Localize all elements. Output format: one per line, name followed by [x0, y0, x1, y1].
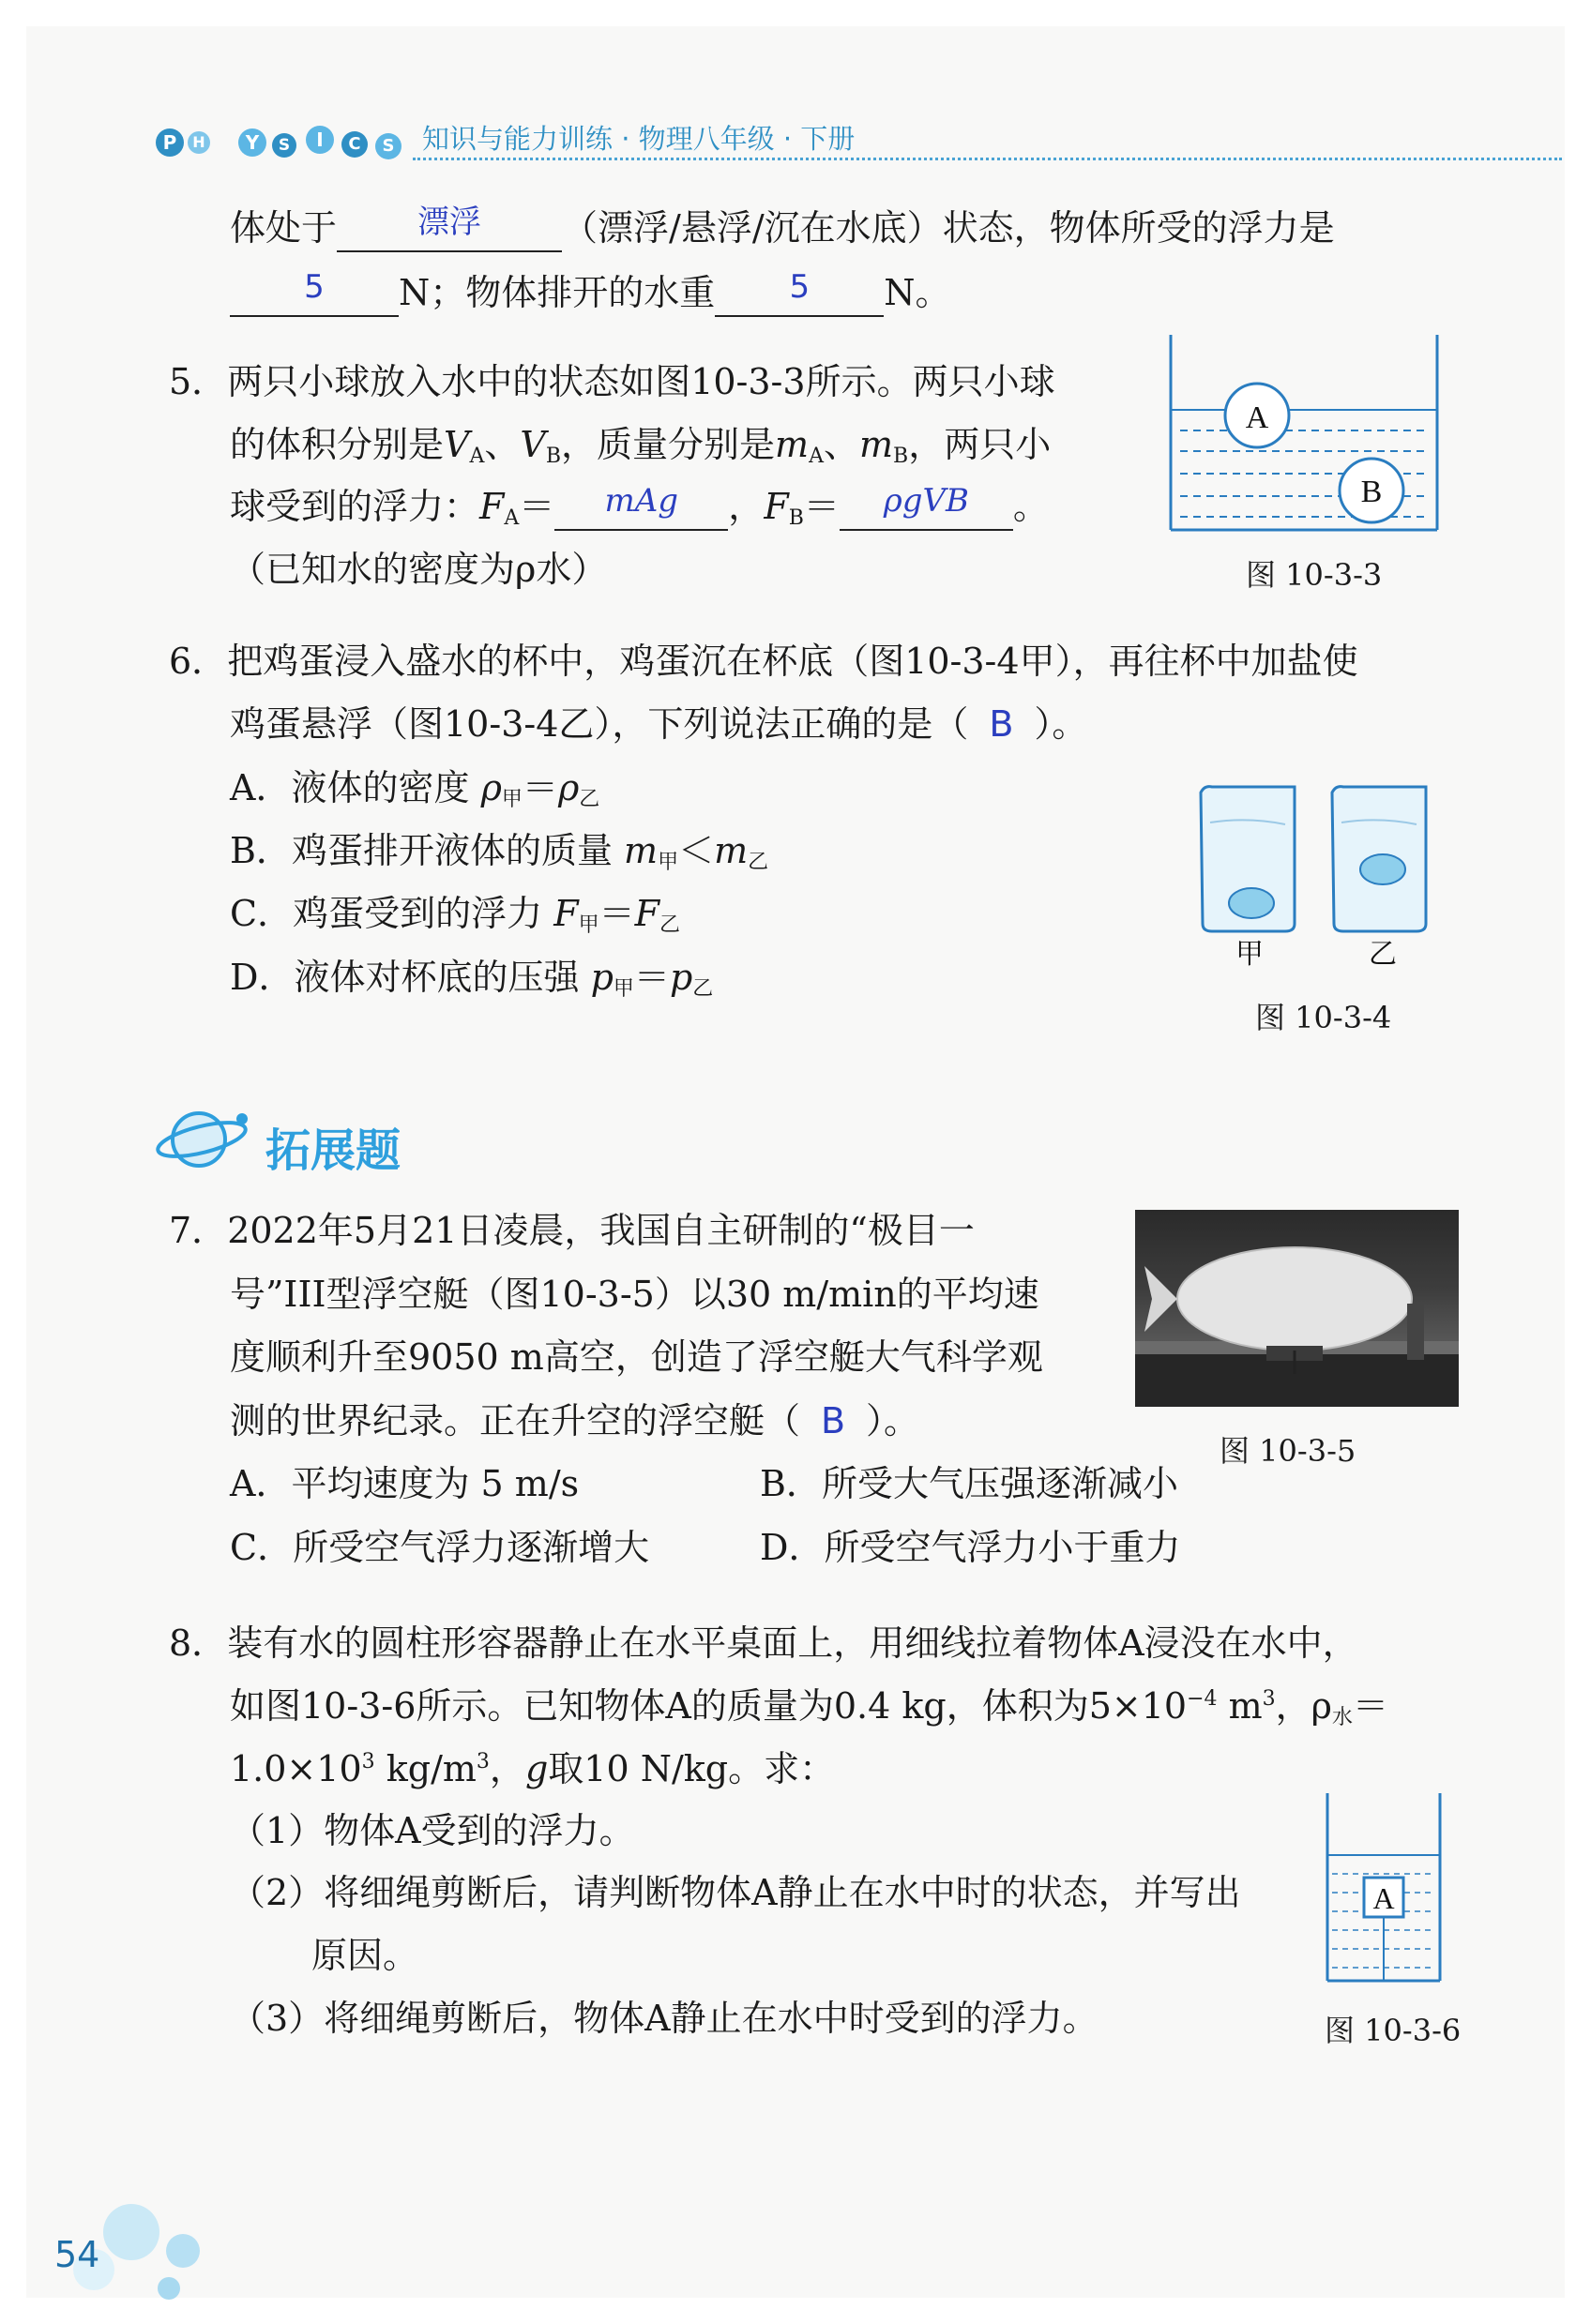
- figure-10-3-3: [1163, 333, 1445, 535]
- q8-sub3: （3）将细绳剪断后，物体A静止在水中时受到的浮力。: [230, 1998, 1099, 2039]
- q8-sub2-line2: 原因。: [311, 1935, 419, 1976]
- q6-answer: B: [989, 703, 1014, 745]
- q7-line2: 号”III型浮空艇（图10-3-5）以30 m/min的平均速: [230, 1274, 1039, 1315]
- planet-icon: [150, 1102, 263, 1177]
- q4-line1: 体处于 漂浮 （漂浮/悬浮/沉在水底）状态，物体所受的浮力是: [230, 207, 1335, 252]
- q7-option-d: D．所受空气浮力小于重力: [760, 1527, 1181, 1568]
- q6-option-c: C．鸡蛋受到的浮力 $F_甲=F_乙$: [230, 893, 680, 937]
- q8-sub1: （1）物体A受到的浮力。: [230, 1810, 635, 1851]
- logo-letter: P: [156, 128, 184, 157]
- figure-10-3-4: [1191, 783, 1445, 971]
- cup-label-jia: 甲: [1235, 938, 1264, 971]
- figure-caption: 图 10-3-3: [1246, 557, 1383, 593]
- cup-label-yi: 乙: [1369, 938, 1397, 971]
- figure-caption: 图 10-3-5: [1220, 1433, 1356, 1469]
- q7-option-a: A．平均速度为 5 m/s: [230, 1463, 580, 1504]
- airship-illustration: [1135, 1210, 1459, 1407]
- q7-line1: 7．2022年5月21日凌晨，我国自主研制的“极目一: [169, 1210, 975, 1251]
- q8-line1: 8．装有水的圆柱形容器静止在水平桌面上，用细线拉着物体A浸没在水中，: [169, 1622, 1358, 1664]
- q5-line1: 5．两只小球放入水中的状态如图10-3-3所示。两只小球: [169, 361, 1055, 402]
- header-title: 知识与能力训练 · 物理八年级 · 下册: [422, 123, 856, 155]
- logo-letter: S: [375, 133, 402, 159]
- ball-a-label: A: [1245, 400, 1269, 435]
- q4-answer-weight: 5: [789, 268, 811, 306]
- page-number: 54: [54, 2234, 100, 2275]
- q7-answer: B: [820, 1400, 846, 1441]
- q5-answer-fb: ρgVB: [883, 482, 970, 520]
- q7-line3: 度顺利升至9050 m高空，创造了浮空艇大气科学观: [230, 1336, 1043, 1378]
- egg-sunk: [1229, 888, 1274, 918]
- q5-line3: 球受到的浮力：$F_A=$ mAg ，$F_B= \rho gVB$ 。: [230, 482, 1049, 530]
- egg-suspended: [1360, 854, 1405, 884]
- q7-option-c: C．所受空气浮力逐渐增大: [230, 1527, 650, 1568]
- block-a-label: A: [1372, 1881, 1395, 1915]
- figure-10-3-6: [1323, 1791, 1445, 1984]
- logo-letter: S: [272, 133, 296, 158]
- q7-line4: 测的世界纪录。正在升空的浮空艇（ B ）。: [230, 1400, 920, 1441]
- q7-option-b: B．所受大气压强逐渐减小: [760, 1463, 1178, 1504]
- q6-option-d: D．液体对杯底的压强 $p_甲=p_乙$: [230, 957, 714, 1001]
- q6-option-a: A．液体的密度 $\rho_甲=\rho_乙$: [230, 767, 600, 811]
- q5-answer-fa: mAg: [604, 482, 679, 520]
- logo-letter: Y: [238, 128, 266, 157]
- section-title: 拓展题: [265, 1124, 402, 1177]
- airship-photo: [1135, 1210, 1459, 1407]
- q5-line2: 的体积分别是$V_A$、$V_B$，质量分别是$m_A$、$m_B$，两只小: [230, 424, 1052, 468]
- cup-yi: [1332, 787, 1426, 931]
- cup-jia: [1201, 787, 1295, 931]
- q4-answer-state: 漂浮: [417, 204, 482, 241]
- logo-letter: I: [306, 126, 334, 154]
- q6-line1: 6．把鸡蛋浸入盛水的杯中，鸡蛋沉在杯底（图10-3-4甲），再往杯中加盐使: [169, 641, 1358, 682]
- header-divider: [413, 158, 1562, 160]
- q6-line2: 鸡蛋悬浮（图10-3-4乙），下列说法正确的是（ B ）。: [230, 703, 1088, 745]
- q5-line4: （已知水的密度为ρ水）: [230, 549, 608, 590]
- figure-caption: 图 10-3-4: [1255, 1000, 1392, 1035]
- logo-letter: C: [341, 131, 368, 158]
- q6-option-b: B．鸡蛋排开液体的质量 $m_甲<m_乙$: [230, 830, 769, 874]
- logo-letter: H: [188, 131, 210, 154]
- q8-sub2-line1: （2）将细绳剪断后，请判断物体A静止在水中时的状态，并写出: [230, 1872, 1241, 1913]
- q8-line3: $1.0\times 10^3$ $kg/m^3$，g取10 N/kg。求：: [230, 1748, 836, 1789]
- figure-caption: 图 10-3-6: [1325, 2013, 1462, 2048]
- q8-line2: 如图10-3-6所示。已知物体A的质量为0.4 kg，体积为$5\times 10^{-4}$ $m^3$，$\rho_水=$: [230, 1685, 1389, 1729]
- q4-answer-buoyancy: 5: [304, 268, 325, 306]
- q4-line2: 5 N；物体排开的水重 5 N。: [230, 272, 951, 317]
- ball-b-label: B: [1360, 475, 1383, 509]
